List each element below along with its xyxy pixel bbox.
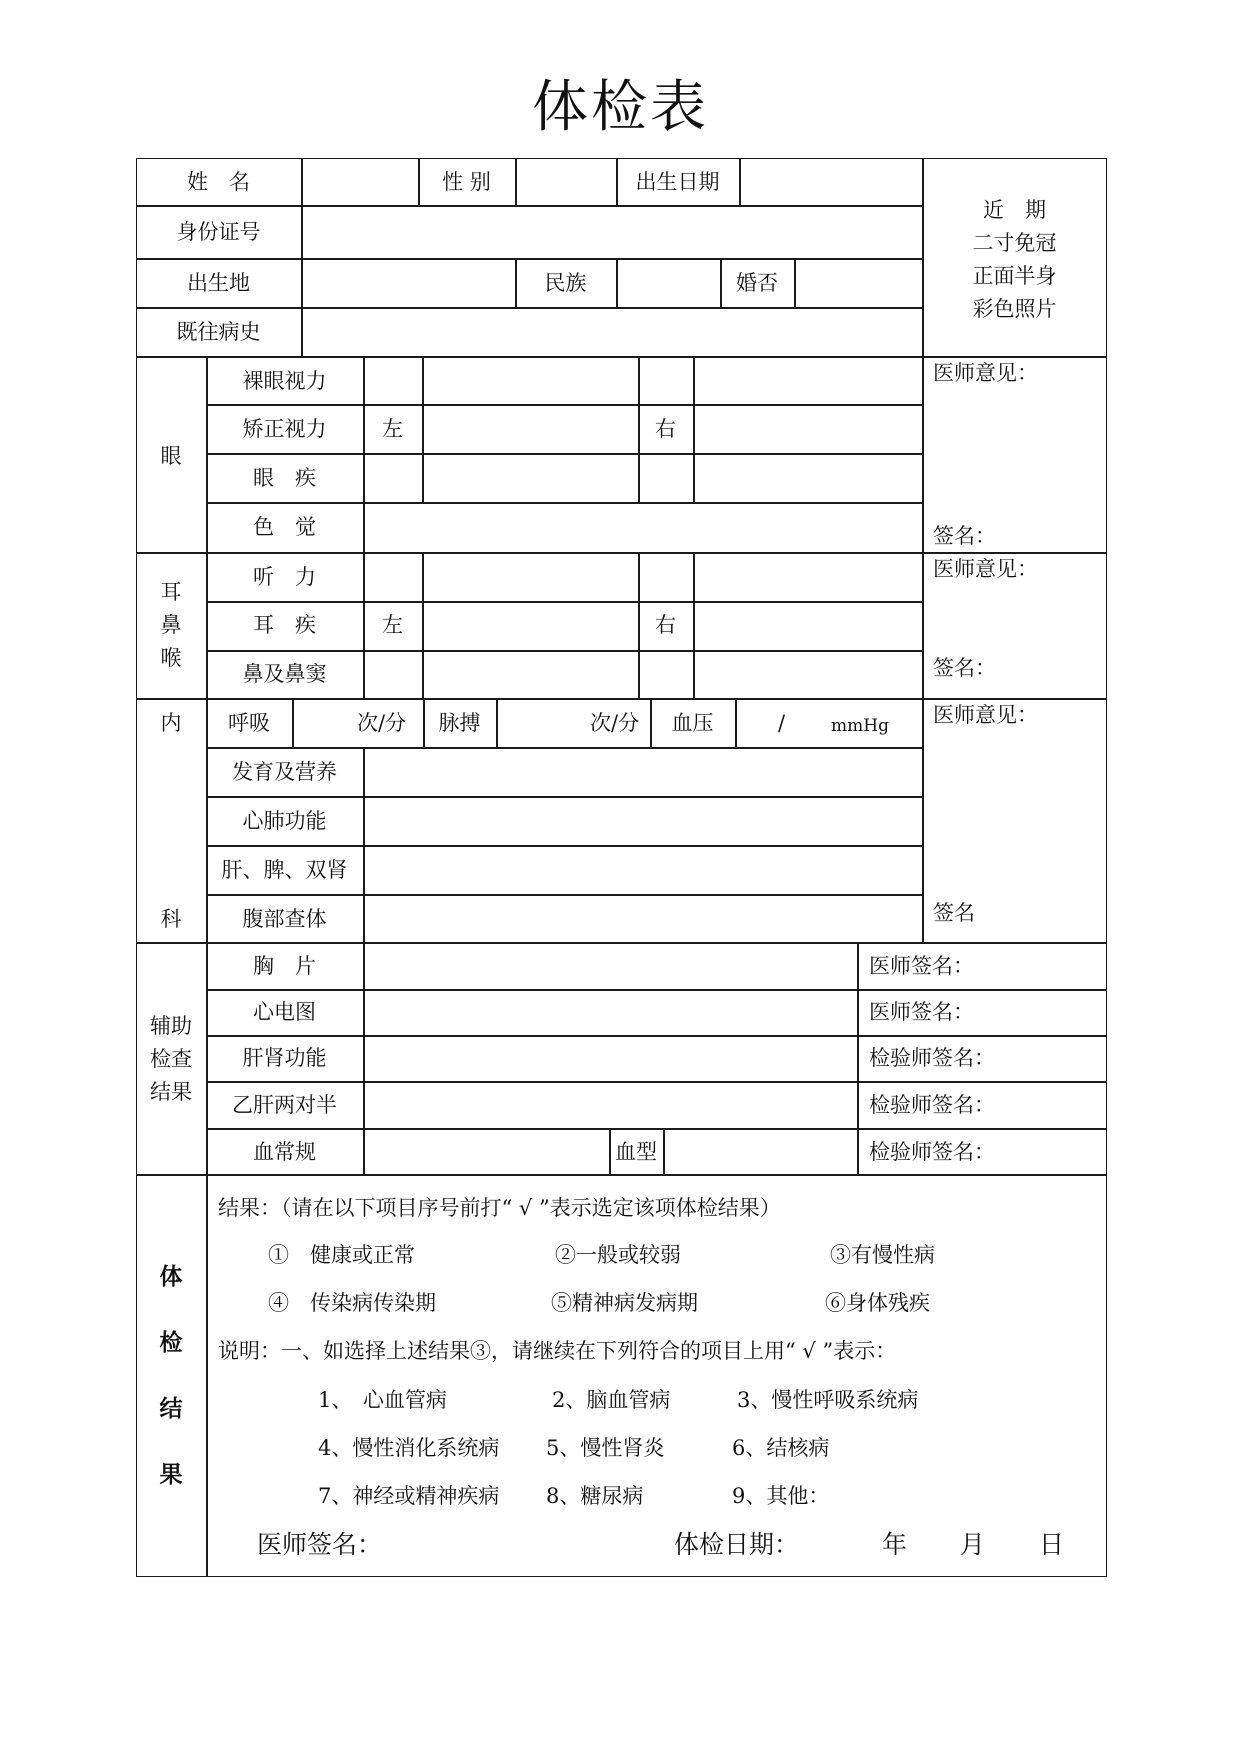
result-label-char: 果 — [159, 1461, 183, 1488]
abdominal-label: 腹部查体 — [242, 907, 327, 931]
pulse-unit: 次/分 — [590, 711, 640, 735]
auxiliary-label-line: 辅助 — [150, 1014, 192, 1038]
liver-kidney-lab-signature: 检验师签名： — [869, 1046, 995, 1070]
internal-signature-label: 签名 — [933, 901, 975, 925]
result-section-label — [151, 1244, 191, 1508]
blood-routine-label: 血常规 — [253, 1140, 316, 1164]
eye-doctor-opinion-label: 医师意见： — [933, 361, 1038, 385]
color-vision-label: 色 觉 — [253, 515, 316, 539]
hearing-right-field[interactable] — [695, 554, 921, 600]
eye-left-label: 左 — [382, 417, 403, 441]
disease-option[interactable]: 6、结核病 — [732, 1436, 830, 1460]
divider — [206, 1128, 1107, 1130]
hearing-left-field[interactable] — [424, 554, 637, 600]
birthplace-label: 出生地 — [187, 271, 250, 295]
corrected-vision-left-field[interactable] — [424, 406, 637, 452]
eye-right-label: 右 — [655, 417, 676, 441]
ear-disease-label: 耳 疾 — [253, 613, 316, 637]
ear-disease-left-field[interactable] — [424, 603, 637, 649]
cardiopulmonary-field[interactable] — [365, 798, 921, 844]
naked-vision-label: 裸眼视力 — [242, 369, 327, 393]
result-option[interactable]: ① 健康或正常 — [268, 1243, 415, 1267]
corrected-vision-label: 矫正视力 — [242, 417, 327, 441]
color-vision-field[interactable] — [365, 504, 921, 551]
result-option[interactable]: ④ 传染病传染期 — [268, 1291, 436, 1315]
eye-disease-right-field[interactable] — [695, 455, 921, 501]
birth-date-label: 出生日期 — [635, 170, 720, 194]
photo-line: 正面半身 — [972, 264, 1057, 288]
nose-right-field[interactable] — [695, 652, 921, 697]
internal-section-label-top: 内 — [160, 711, 182, 735]
divider — [857, 942, 859, 1174]
exam-day-label: 日 — [1039, 1530, 1065, 1559]
disease-option[interactable]: 1、 心血管病 — [318, 1388, 447, 1412]
ent-signature-label: 签名： — [933, 656, 996, 680]
result-option[interactable]: ②一般或较弱 — [555, 1243, 681, 1267]
exam-date-label: 体检日期： — [674, 1530, 800, 1559]
bp-unit: mmHg — [831, 716, 889, 736]
blood-routine-lab-signature: 检验师签名： — [869, 1140, 995, 1164]
birthplace-field[interactable] — [303, 260, 514, 306]
exam-month-label: 月 — [960, 1530, 986, 1559]
name-label: 姓 名 — [187, 170, 250, 194]
auxiliary-label-line: 检查 — [150, 1047, 192, 1071]
disease-option[interactable]: 2、脑血管病 — [552, 1388, 671, 1412]
ear-disease-right-field[interactable] — [695, 603, 921, 649]
gender-field[interactable] — [517, 160, 615, 204]
cardiopulmonary-label: 心肺功能 — [242, 809, 327, 833]
breathing-field[interactable] — [294, 700, 354, 746]
blood-pressure-label: 血压 — [671, 711, 714, 735]
pulse-label: 脉搏 — [438, 711, 481, 735]
development-field[interactable] — [365, 749, 921, 795]
photo-line: 彩色照片 — [972, 297, 1057, 321]
liver-spleen-kidney-field[interactable] — [365, 847, 921, 893]
photo-placeholder[interactable] — [922, 194, 1107, 326]
ent-left-label: 左 — [382, 613, 403, 637]
internal-doctor-opinion-label: 医师意见： — [933, 703, 1038, 727]
final-doctor-signature-label: 医师签名： — [257, 1530, 383, 1559]
ent-label-char: 喉 — [160, 646, 182, 670]
ecg-field[interactable] — [365, 991, 856, 1034]
photo-line: 二寸免冠 — [972, 231, 1057, 255]
ethnicity-field[interactable] — [618, 260, 719, 306]
corrected-vision-right-field[interactable] — [695, 406, 921, 452]
birth-date-field[interactable] — [741, 160, 921, 204]
hepatitis-b-lab-signature: 检验师签名： — [869, 1093, 995, 1117]
blood-routine-field[interactable] — [365, 1130, 608, 1173]
photo-line: 近 期 — [983, 198, 1046, 222]
breathing-label: 呼吸 — [228, 711, 270, 735]
eye-section-label: 眼 — [160, 444, 182, 468]
disease-option[interactable]: 9、其他： — [732, 1484, 830, 1508]
medical-history-field[interactable] — [303, 309, 921, 355]
ent-section-label — [151, 576, 191, 675]
result-note: 说明：一、如选择上述结果③，请继续在下列符合的项目上用“ √ ”表示： — [218, 1339, 897, 1363]
blood-type-label: 血型 — [615, 1140, 657, 1164]
development-label: 发育及营养 — [232, 760, 337, 784]
id-number-label: 身份证号 — [176, 220, 261, 244]
chest-xray-label: 胸 片 — [253, 954, 316, 978]
blood-type-field[interactable] — [665, 1130, 856, 1173]
naked-vision-left-field[interactable] — [424, 358, 637, 403]
nose-label: 鼻及鼻窦 — [242, 662, 327, 686]
ent-label-char: 耳 — [160, 580, 182, 604]
hearing-label: 听 力 — [253, 565, 316, 589]
result-label-char: 体 — [159, 1263, 183, 1290]
disease-option[interactable]: 7、神经或精神疾病 — [318, 1484, 500, 1508]
ecg-label: 心电图 — [253, 1000, 316, 1024]
disease-option[interactable]: 5、慢性肾炎 — [546, 1436, 665, 1460]
gender-label: 性 别 — [442, 170, 491, 194]
disease-option[interactable]: 8、糖尿病 — [546, 1484, 644, 1508]
id-number-field[interactable] — [303, 207, 921, 257]
eye-signature-label: 签名： — [933, 524, 996, 548]
ethnicity-label: 民族 — [544, 271, 587, 295]
nose-left-field[interactable] — [424, 652, 637, 697]
liver-kidney-label: 肝肾功能 — [242, 1046, 327, 1070]
breathing-unit: 次/分 — [357, 711, 407, 735]
disease-option[interactable]: 3、慢性呼吸系统病 — [737, 1388, 919, 1412]
result-option[interactable]: ③有慢性病 — [830, 1243, 935, 1267]
chest-xray-field[interactable] — [365, 944, 856, 988]
ent-doctor-opinion-label: 医师意见： — [933, 557, 1038, 581]
ent-right-label: 右 — [655, 613, 676, 637]
marital-label: 婚否 — [736, 271, 778, 295]
auxiliary-section-label — [146, 1010, 196, 1109]
final-doctor-signature-field[interactable] — [382, 1526, 652, 1566]
result-option[interactable]: ⑥身体残疾 — [825, 1291, 930, 1315]
eye-disease-left-field[interactable] — [424, 455, 637, 501]
ecg-doctor-signature: 医师签名： — [869, 1000, 974, 1024]
liver-spleen-kidney-label: 肝、脾、双肾 — [221, 858, 348, 882]
medical-history-label: 既往病史 — [176, 320, 261, 344]
exam-year-label: 年 — [882, 1530, 908, 1559]
ent-label-char: 鼻 — [160, 613, 182, 637]
blood-pressure-field[interactable] — [737, 700, 827, 746]
marital-field[interactable] — [796, 260, 921, 306]
internal-section-label-bottom: 科 — [160, 907, 182, 931]
liver-kidney-field[interactable] — [365, 1037, 856, 1080]
eye-disease-label: 眼 疾 — [253, 466, 316, 490]
page-title: 体检表 — [532, 75, 709, 140]
name-field[interactable] — [303, 160, 417, 204]
divider — [136, 698, 1107, 700]
hepatitis-b-field[interactable] — [365, 1083, 856, 1127]
pulse-field[interactable] — [498, 700, 586, 746]
abdominal-field[interactable] — [365, 896, 921, 941]
naked-vision-right-field[interactable] — [695, 358, 921, 403]
result-label-char: 结 — [159, 1395, 183, 1422]
disease-option[interactable]: 4、慢性消化系统病 — [318, 1436, 500, 1460]
result-option[interactable]: ⑤精神病发病期 — [551, 1291, 698, 1315]
divider — [136, 1174, 1107, 1176]
auxiliary-label-line: 结果 — [150, 1080, 192, 1104]
result-instruction: 结果：（请在以下项目序号前打“ √ ”表示选定该项体检结果） — [218, 1196, 781, 1220]
bp-slash: / — [778, 711, 786, 735]
hepatitis-b-label: 乙肝两对半 — [232, 1093, 337, 1117]
chest-xray-doctor-signature: 医师签名： — [869, 954, 974, 978]
result-label-char: 检 — [159, 1329, 183, 1356]
